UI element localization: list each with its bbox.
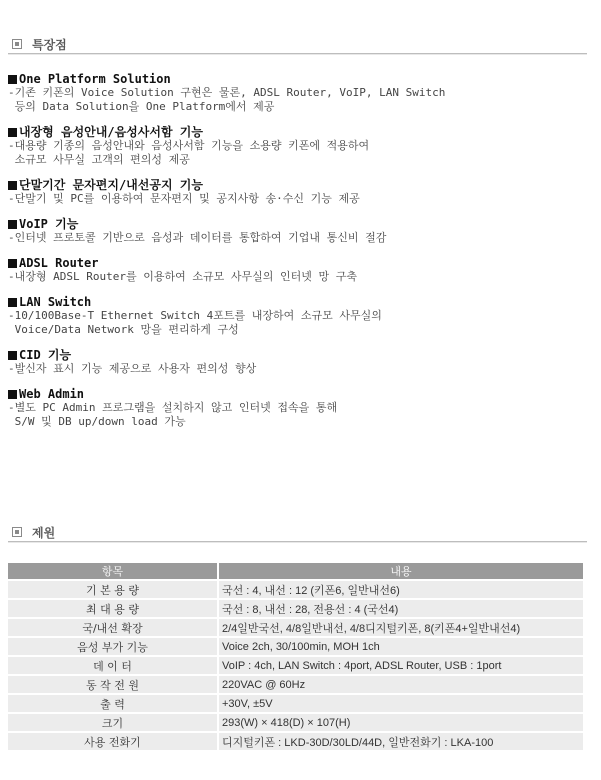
specs-header-value: 내용 <box>218 563 584 580</box>
features-section-header <box>8 36 587 58</box>
spec-label: 사용 전화기 <box>8 732 218 751</box>
feature-item <box>8 256 578 284</box>
section-divider <box>8 53 587 54</box>
specs-row <box>8 675 584 694</box>
feature-title <box>8 387 578 401</box>
feature-title-text: VoIP 기능 <box>19 217 79 231</box>
spec-value: +30V, ±5V <box>218 694 584 713</box>
square-bullet-icon <box>8 181 17 190</box>
feature-title <box>8 295 578 309</box>
feature-description: -대용량 기종의 음성안내와 음성사서함 기능을 소용량 키폰에 적용하여 소규모 사무실 고객의 편의성 제공 <box>8 139 370 166</box>
specs-row <box>8 713 584 732</box>
square-bullet-icon <box>8 75 17 84</box>
feature-title-text: 내장형 음성안내/음성사서함 기능 <box>19 125 203 139</box>
features-section-title: 특장점 <box>32 38 67 52</box>
spec-value: 디지털키폰 : LKD-30D/30LD/44D, 일반전화기 : LKA-100 <box>218 732 584 751</box>
feature-title-text: LAN Switch <box>19 295 92 309</box>
specs-header-key: 항목 <box>8 563 218 580</box>
specs-row <box>8 732 584 751</box>
feature-item <box>8 295 578 337</box>
specs-section-title: 제원 <box>32 526 56 540</box>
feature-title <box>8 125 578 139</box>
feature-description: -단말기 및 PC를 이용하여 문자편지 및 공지사항 송·수신 기능 제공 <box>8 192 360 205</box>
specs-table <box>8 563 585 752</box>
section-marker-icon <box>12 39 22 49</box>
spec-label: 국/내선 확장 <box>8 618 218 637</box>
spec-label: 음성 부가 기능 <box>8 637 218 656</box>
specs-row <box>8 637 584 656</box>
feature-description: -인터넷 프로토콜 기반으로 음성과 데이터를 통합하여 기업내 통신비 절감 <box>8 231 387 244</box>
section-divider <box>8 541 587 542</box>
feature-description: -10/100Base-T Ethernet Switch 4포트를 내장하여 소규모 사무실의 Voice/Data Network 망을 편리하게 구성 <box>8 309 382 336</box>
feature-title <box>8 178 578 192</box>
square-bullet-icon <box>8 351 17 360</box>
feature-item <box>8 125 578 167</box>
specs-row <box>8 599 584 618</box>
feature-item <box>8 348 578 376</box>
spec-value: 국선 : 8, 내선 : 28, 전용선 : 4 (국선4) <box>218 599 584 618</box>
spec-value: Voice 2ch, 30/100min, MOH 1ch <box>218 637 584 656</box>
specs-row <box>8 656 584 675</box>
square-bullet-icon <box>8 390 17 399</box>
feature-title-text: One Platform Solution <box>19 72 171 86</box>
feature-description: -기존 키폰의 Voice Solution 구현은 물론, ADSL Router, VoIP, LAN Switch 등의 Data Solution을 One Platform에서 제공 <box>8 86 446 113</box>
feature-title <box>8 256 578 270</box>
square-bullet-icon <box>8 259 17 268</box>
square-bullet-icon <box>8 220 17 229</box>
feature-item <box>8 72 578 114</box>
specs-row <box>8 618 584 637</box>
feature-title-text: CID 기능 <box>19 348 72 362</box>
specs-header-row <box>8 563 584 580</box>
feature-item <box>8 387 578 429</box>
spec-value: 국선 : 4, 내선 : 12 (키폰6, 일반내선6) <box>218 580 584 599</box>
feature-description: -내장형 ADSL Router를 이용하여 소규모 사무실의 인터넷 망 구축 <box>8 270 357 283</box>
spec-value: 293(W) × 418(D) × 107(H) <box>218 713 584 732</box>
feature-title-text: ADSL Router <box>19 256 99 270</box>
feature-title <box>8 72 578 86</box>
feature-item <box>8 217 578 245</box>
feature-description: -별도 PC Admin 프로그램을 설치하지 않고 인터넷 접속을 통해 S/W 및 DB up/down load 가능 <box>8 401 338 428</box>
specs-row <box>8 580 584 599</box>
feature-title-text: 단말기간 문자편지/내선공지 기능 <box>19 178 203 192</box>
specs-row <box>8 694 584 713</box>
spec-label: 크기 <box>8 713 218 732</box>
spec-value: 2/4일반국선, 4/8일반내선, 4/8디지털키폰, 8(키폰4+일반내선4) <box>218 618 584 637</box>
feature-description: -발신자 표시 기능 제공으로 사용자 편의성 향상 <box>8 362 257 375</box>
section-marker-icon <box>12 527 22 537</box>
feature-title-text: Web Admin <box>19 387 85 401</box>
specs-section-header <box>8 524 587 546</box>
feature-title <box>8 348 578 362</box>
feature-title <box>8 217 578 231</box>
features-list <box>8 72 578 440</box>
spec-label: 데 이 터 <box>8 656 218 675</box>
square-bullet-icon <box>8 128 17 137</box>
spec-label: 출 력 <box>8 694 218 713</box>
spec-label: 동 작 전 원 <box>8 675 218 694</box>
spec-label: 기 본 용 량 <box>8 580 218 599</box>
feature-item <box>8 178 578 206</box>
spec-value: 220VAC @ 60Hz <box>218 675 584 694</box>
square-bullet-icon <box>8 298 17 307</box>
spec-label: 최 대 용 량 <box>8 599 218 618</box>
spec-value: VoIP : 4ch, LAN Switch : 4port, ADSL Router, USB : 1port <box>218 656 584 675</box>
